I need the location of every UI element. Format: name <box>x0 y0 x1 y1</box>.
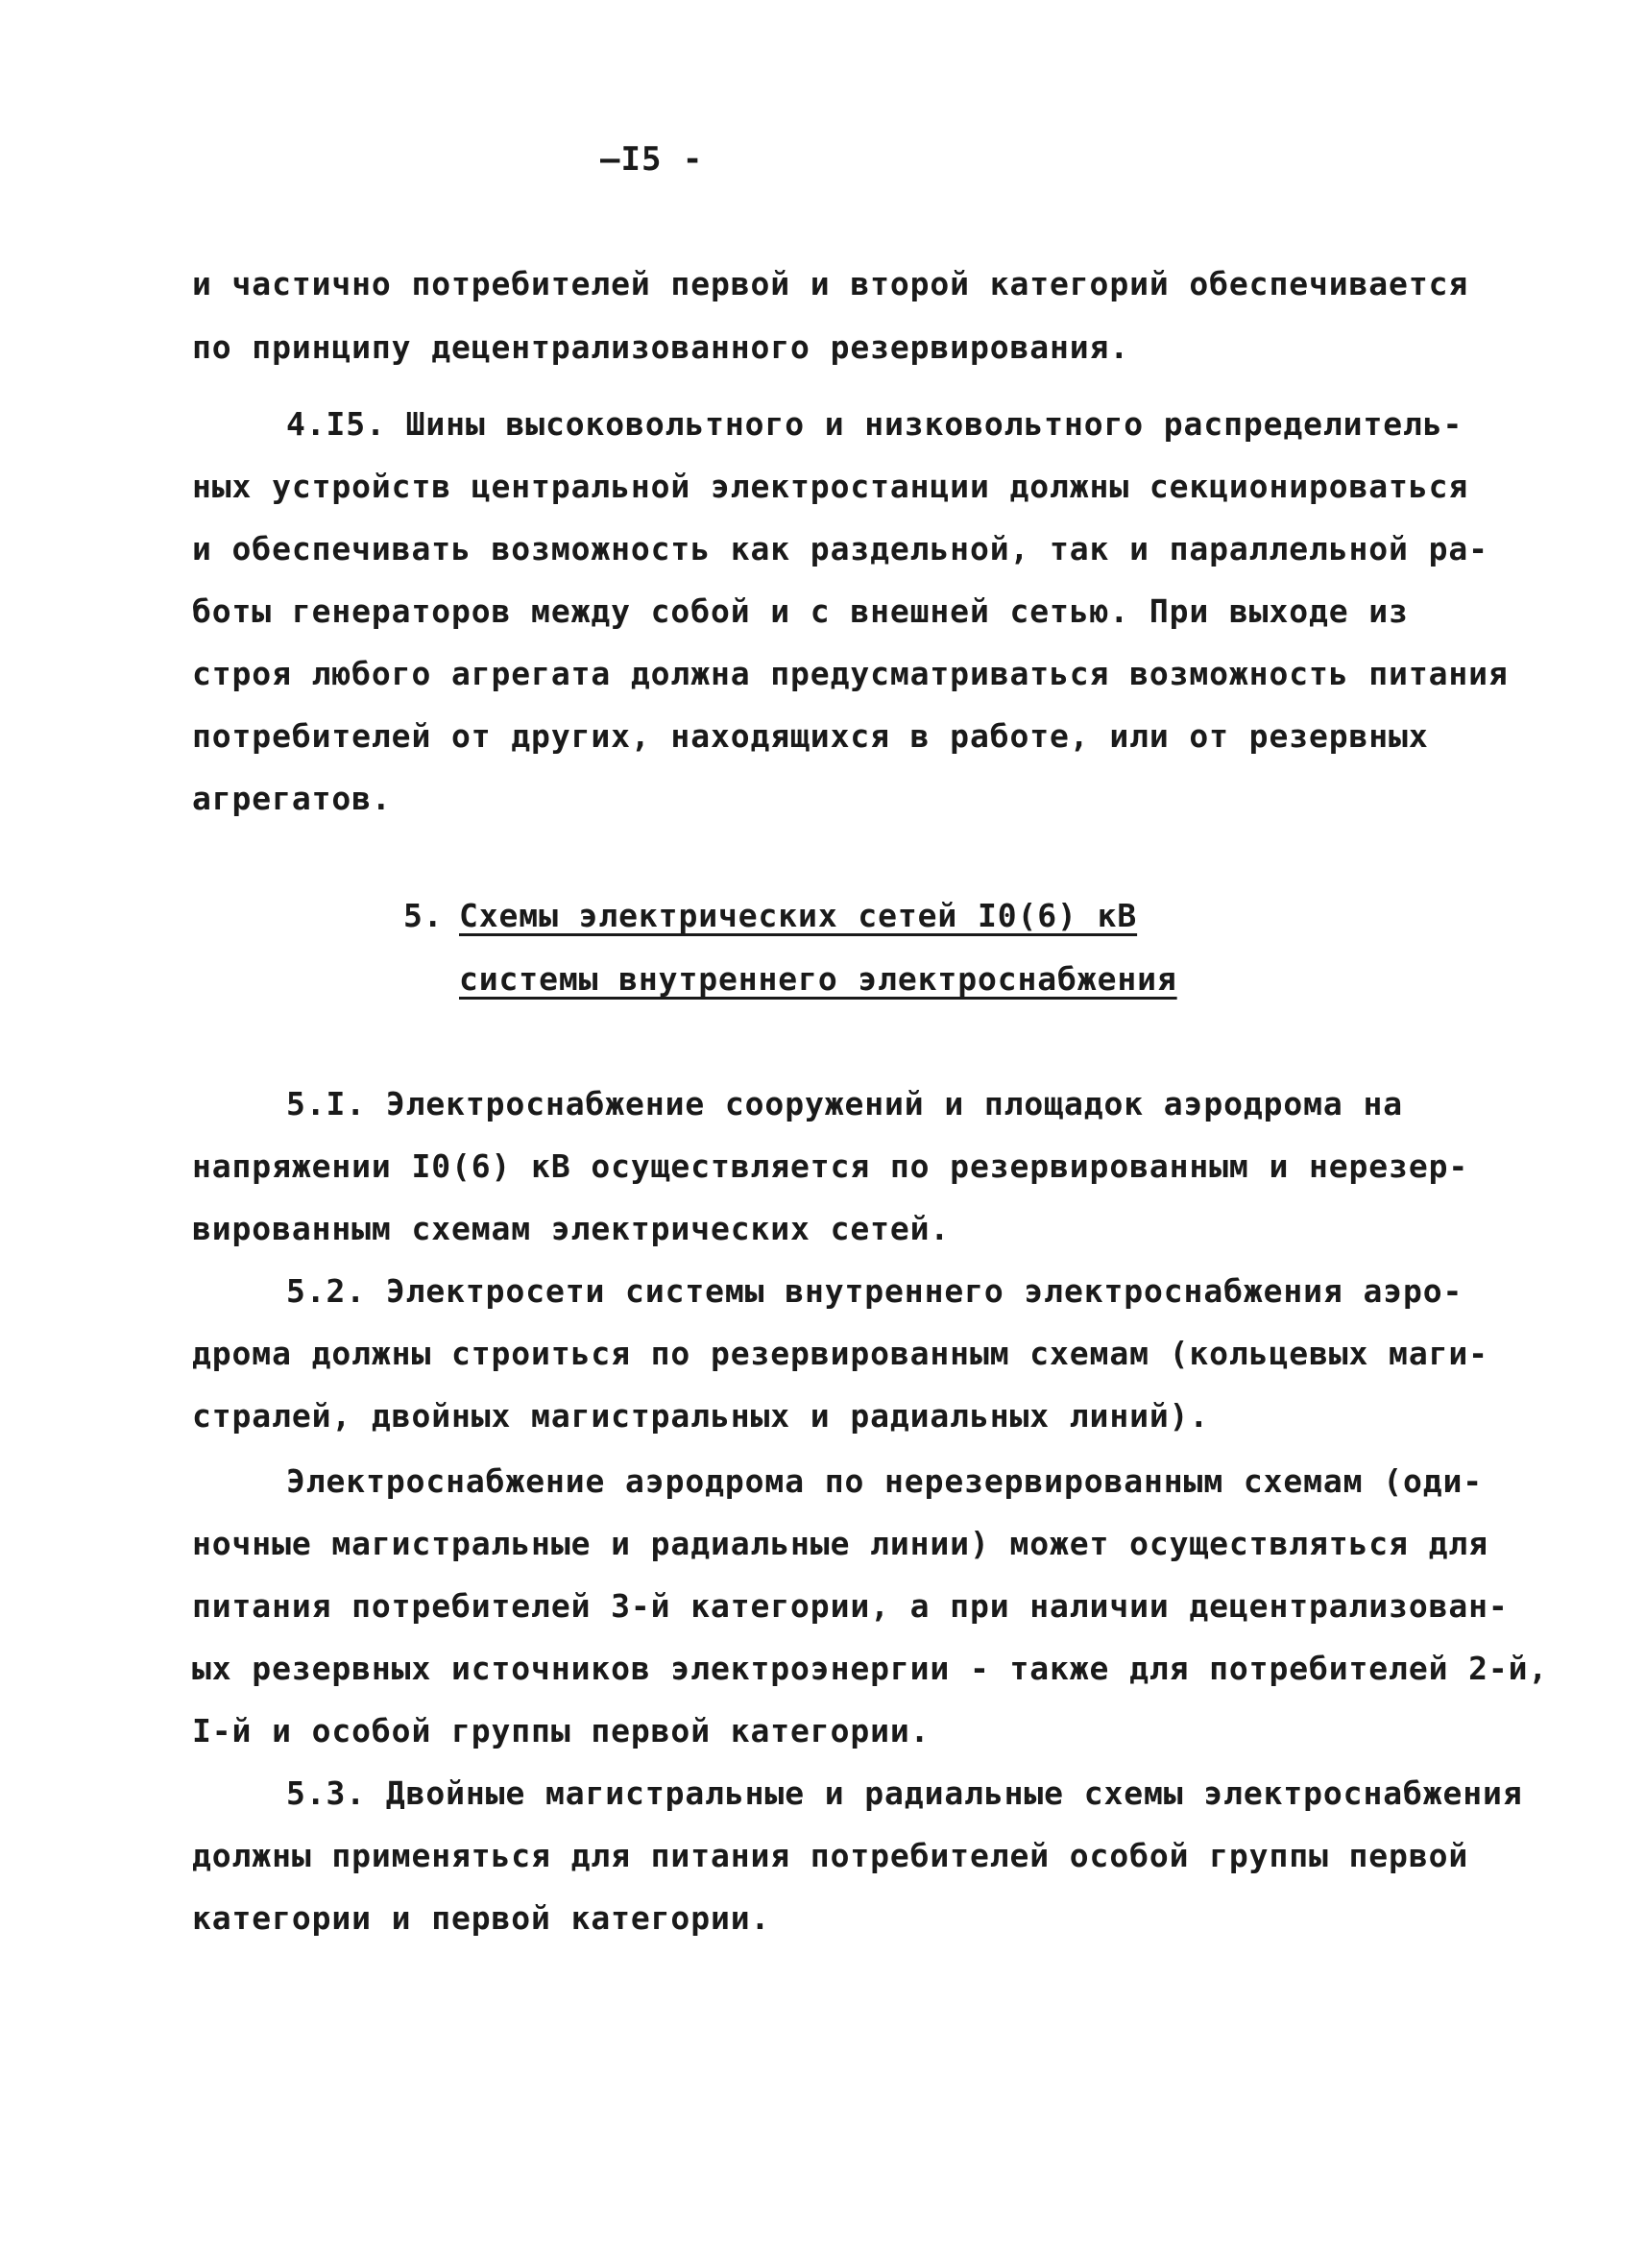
text-line: и обеспечивать возможность как раздельной, так и параллельной ра- <box>192 530 1488 567</box>
text-line: и частично потребителей первой и второй категорий обеспечивается <box>192 265 1469 302</box>
section-heading-title: Схемы электрических сетей I0(6) кВ <box>459 897 1138 934</box>
section-heading-number: 5. <box>403 897 444 934</box>
text-line: стралей, двойных магистральных и радиальных линий). <box>192 1397 1210 1435</box>
text-line: напряжении I0(6) кВ осуществляется по резервированным и нерезер- <box>192 1147 1469 1185</box>
text-line: категории и первой категории. <box>192 1899 771 1937</box>
text-line: 5.3. Двойные магистральные и радиальные схемы электроснабжения <box>286 1774 1523 1812</box>
section-heading-subtitle: системы внутреннего электроснабжения <box>459 960 1177 998</box>
text-line: питания потребителей 3-й категории, а при наличии децентрализован- <box>192 1587 1509 1625</box>
text-line: по принципу децентрализованного резервирования. <box>192 328 1130 366</box>
text-line: агрегатов. <box>192 780 392 817</box>
text-line: ночные магистральные и радиальные линии) может осуществляться для <box>192 1525 1488 1562</box>
text-line: Электроснабжение аэродрома по нерезервированным схемам (оди- <box>286 1462 1484 1500</box>
text-line: строя любого агрегата должна предусматриваться возможность питания <box>192 655 1509 692</box>
text-line: потребителей от других, находящихся в работе, или от резервных <box>192 717 1429 755</box>
text-line: ных устройств центральной электростанции должны секционироваться <box>192 468 1469 505</box>
text-line: 5.2. Электросети системы внутреннего электроснабжения аэро- <box>286 1272 1464 1310</box>
text-line: 5.I. Электроснабжение сооружений и площадок аэродрома на <box>286 1085 1403 1122</box>
text-line: вированным схемам электрических сетей. <box>192 1210 951 1247</box>
text-line: ых резервных источников электроэнергии - также для потребителей 2-й, <box>192 1650 1549 1687</box>
text-line: боты генераторов между собой и с внешней сетью. При выходе из <box>192 592 1409 630</box>
text-line: I-й и особой группы первой категории. <box>192 1712 931 1749</box>
page-number: —I5 - <box>600 140 704 179</box>
text-line: должны применяться для питания потребителей особой группы первой <box>192 1837 1469 1874</box>
text-line: 4.I5. Шины высоковольтного и низковольтного распределитель- <box>286 405 1464 443</box>
text-line: дрома должны строиться по резервированным схемам (кольцевых маги- <box>192 1335 1488 1372</box>
